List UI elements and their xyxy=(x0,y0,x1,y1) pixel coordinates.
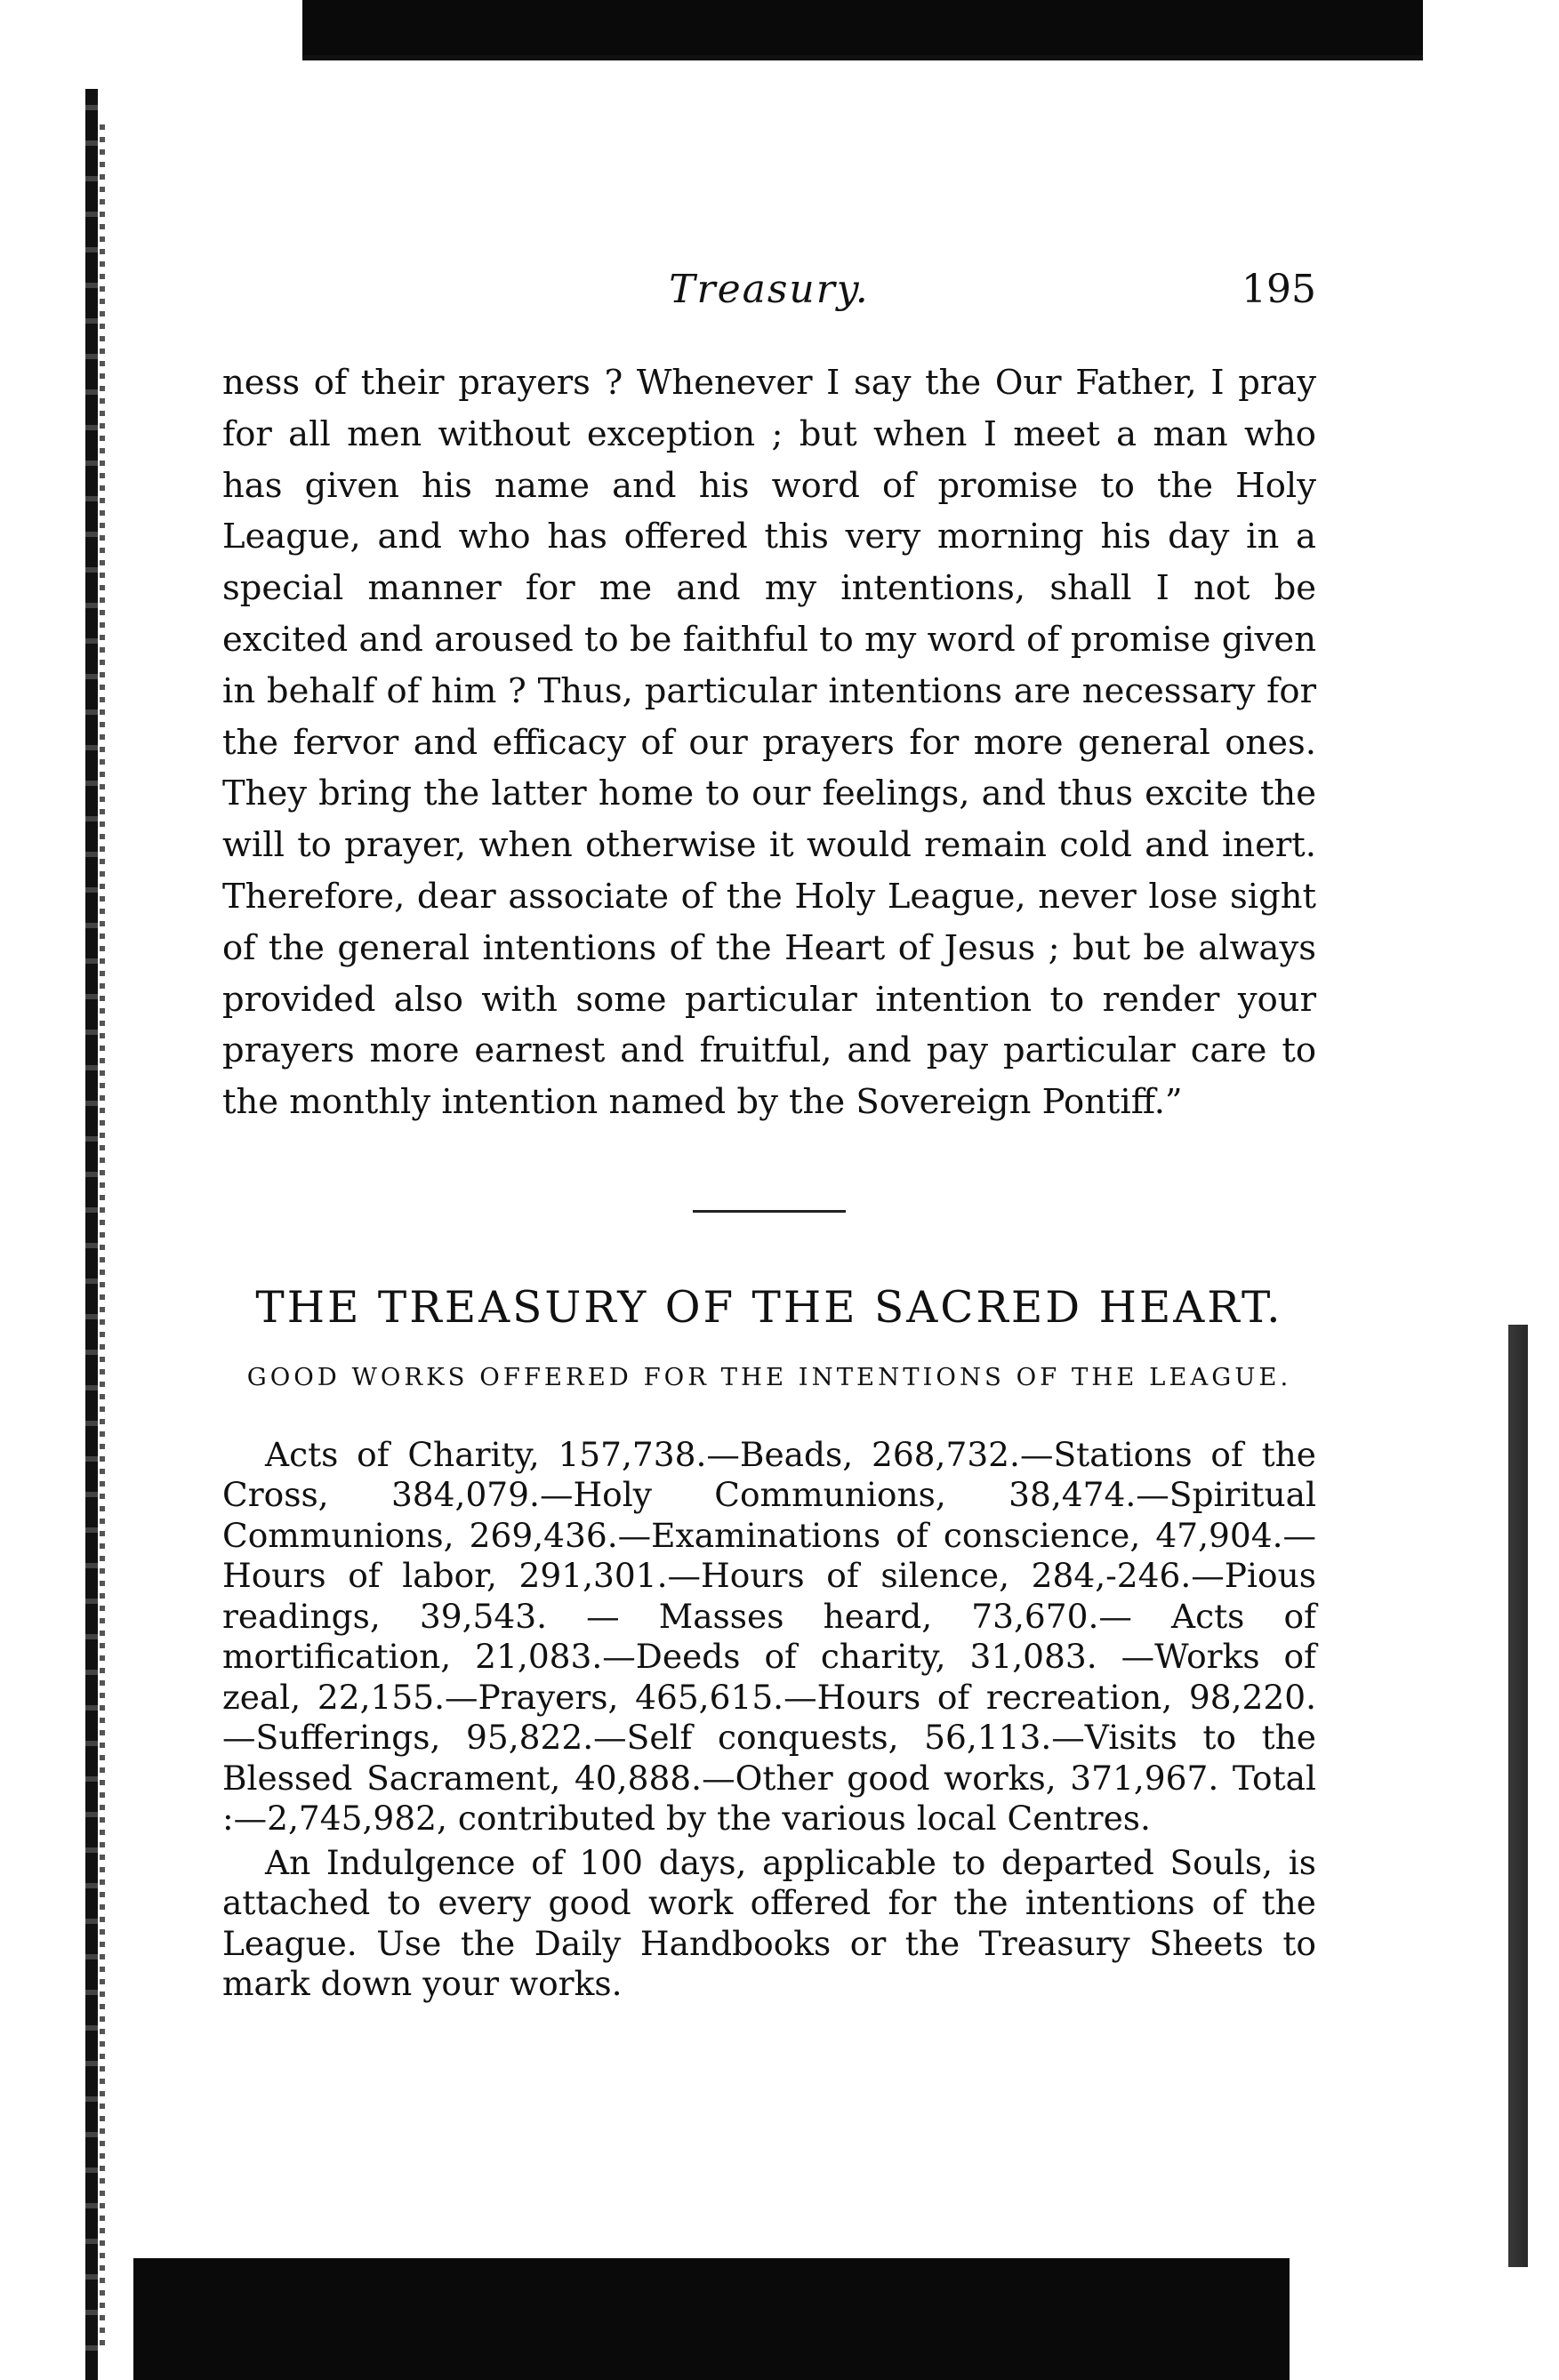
book-binding-shadow xyxy=(100,124,105,2347)
tally-text xyxy=(222,1435,1316,2005)
body-text xyxy=(222,357,1316,1128)
section-title: THE TREASURY OF THE SACRED HEART. xyxy=(255,1282,1283,1333)
tally-paragraph: Acts of Charity, 157,738.—Beads, 268,732.—Stations of the Cross, 384,079.—Holy Communions, 38,474.—Spiritual Communions, 269,436.—Examinations of conscience, 47,904.—Hours of labor, 291,301.—Hours of silence, 284,-246.—Pious readings, 39,543. — Masses heard, 73,670.— Acts of mortification, 21,083.—Deeds of charity, 31,083. —Works of zeal, 22,155.—Prayers, 465,615.—Hours of recreation, 98,220.—Sufferings, 95,822.—Self conquests, 56,113.—Visits to the Blessed Sacrament, 40,888.—Other good works, 371,967. Total :—2,745,982, contributed by the various local Centres. xyxy=(222,1434,1316,1839)
section-subtitle: GOOD WORKS OFFERED FOR THE INTENTIONS OF THE LEAGUE. xyxy=(246,1362,1292,1391)
running-title: Treasury. xyxy=(669,267,870,312)
indulgence-paragraph: An Indulgence of 100 days, applicable to departed Souls, is attached to every good work offered for the intentions of the League. Use the Daily Handbooks or the Treasury Sheets to mark down your works. xyxy=(222,1842,1316,2004)
running-head xyxy=(222,267,1316,338)
scan-border-top-line xyxy=(302,55,1423,60)
section-divider xyxy=(693,1210,846,1213)
body-paragraph: ness of their prayers ? Whenever I say the Our Father, I pray for all men without exception ; but when I meet a man who has given his name and his word of promise to the Holy League, and who has offered this very morning his day in a special manner for me and my intentions, shall I not be excited and aroused to be faithful to my word of promise given in behalf of him ? Thus, particular intentions are necessary for the fervor and efficacy of our prayers for more general ones. They bring the latter home to our feelings, and thus excite the will to prayer, when otherwise it would remain cold and inert. Therefore, dear associate of the Holy League, never lose sight of the general intentions of the Heart of Jesus ; but be always provided also with some particular intention to render your prayers more earnest and fruitful, and pay particular care to the monthly intention named by the Sovereign Pontiff.” xyxy=(222,363,1316,1123)
scan-border-top xyxy=(302,0,1423,55)
book-page xyxy=(222,267,1316,2005)
page-edge-right xyxy=(1501,1325,1528,2267)
scan-border-bottom xyxy=(133,2258,1290,2380)
book-binding-edge xyxy=(85,89,98,2380)
page-number: 195 xyxy=(1242,267,1316,312)
